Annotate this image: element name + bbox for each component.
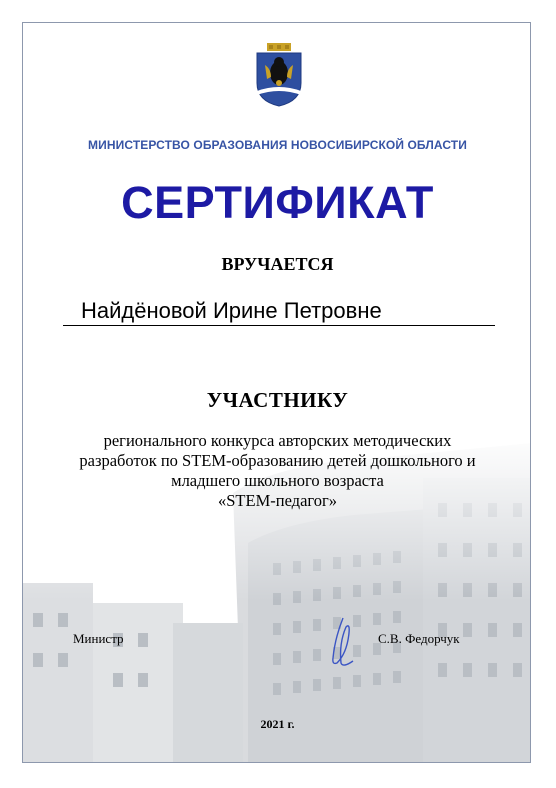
description-line: «STEM-педагог» [217, 491, 338, 510]
description-line: регионального конкурса авторских методических [103, 431, 452, 450]
participant-label: УЧАСТНИКУ [206, 388, 349, 412]
minister-label: Министр [73, 631, 124, 646]
awarded-label: ВРУЧАЕТСЯ [221, 254, 334, 274]
description-line: разработок по STEM-образованию детей дошкольного и [79, 451, 476, 470]
contest-description [23, 431, 531, 511]
ministry-name: МИНИСТЕРСТВО ОБРАЗОВАНИЯ НОВОСИБИРСКОЙ ОБЛАСТИ [88, 138, 467, 152]
certificate-title: СЕРТИФИКАТ [121, 177, 434, 228]
issue-year: 2021 г. [260, 717, 295, 731]
description-line: младшего школьного возраста [171, 471, 384, 490]
signature-icon [313, 613, 373, 673]
signer-name: С.В. Федорчук [378, 631, 460, 646]
recipient-name: Найдёновой Ирине Петровне [63, 298, 495, 326]
certificate-frame [22, 22, 531, 763]
novosibirsk-coat-of-arms-icon [253, 43, 305, 107]
